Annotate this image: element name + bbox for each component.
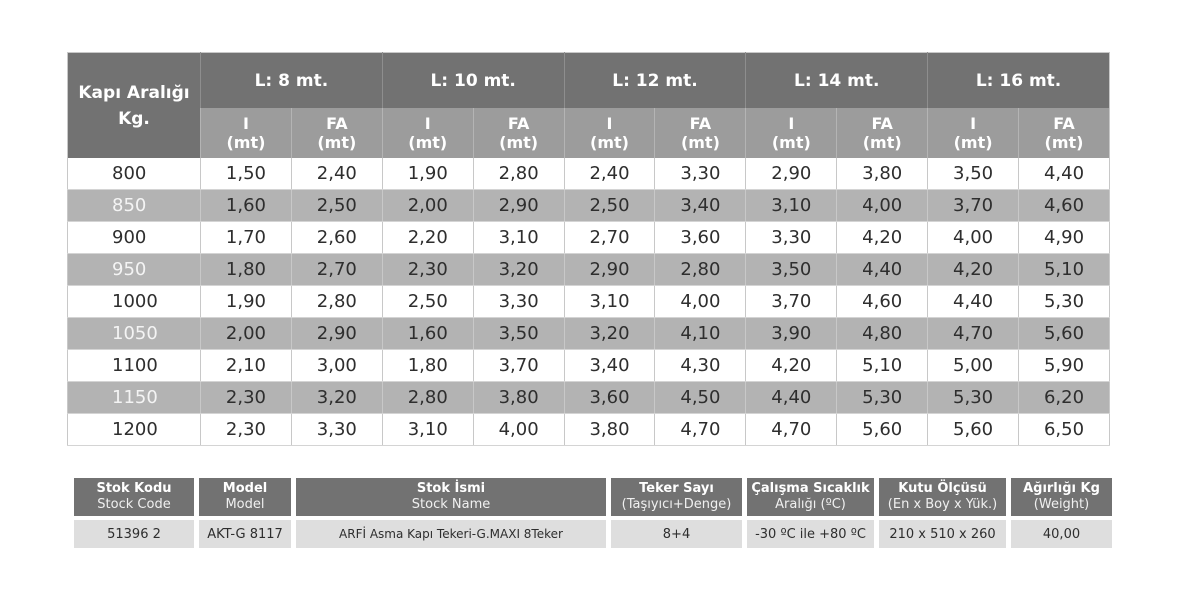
capacity-kg-cell: 800 xyxy=(68,158,201,190)
capacity-kg-cell: 850 xyxy=(68,190,201,222)
i-value-cell: 3,70 xyxy=(746,286,837,318)
i-value-cell: 1,70 xyxy=(201,222,292,254)
i-value-cell: 2,00 xyxy=(201,318,292,350)
fa-value-cell: 5,30 xyxy=(837,382,928,414)
i-value-cell: 2,90 xyxy=(564,254,655,286)
i-value-cell: 1,80 xyxy=(382,350,473,382)
i-value-cell: 3,10 xyxy=(564,286,655,318)
sub-header-i: I (mt) xyxy=(201,108,292,158)
capacity-kg-cell: 950 xyxy=(68,254,201,286)
i-value-cell: 5,30 xyxy=(928,382,1019,414)
fa-value-cell: 3,20 xyxy=(473,254,564,286)
fa-value-cell: 4,20 xyxy=(837,222,928,254)
i-value-cell: 1,80 xyxy=(201,254,292,286)
fa-value-cell: 2,80 xyxy=(291,286,382,318)
group-header-l16: L: 16 mt. xyxy=(928,53,1110,109)
i-value-cell: 3,90 xyxy=(746,318,837,350)
stock-name-header: Stok İsmi Stock Name xyxy=(296,478,606,516)
i-value-cell: 1,50 xyxy=(201,158,292,190)
i-value-cell: 3,40 xyxy=(564,350,655,382)
sub-header-fa: FA (mt) xyxy=(837,108,928,158)
wheel-count-header: Teker Sayı (Taşıyıcı+Denge) xyxy=(611,478,742,516)
table-row xyxy=(68,318,1110,350)
capacity-kg-cell: 1100 xyxy=(68,350,201,382)
i-value-cell: 3,20 xyxy=(564,318,655,350)
fa-value-cell: 3,80 xyxy=(473,382,564,414)
load-capacity-table xyxy=(67,52,1110,446)
i-value-cell: 4,70 xyxy=(928,318,1019,350)
fa-value-cell: 3,50 xyxy=(473,318,564,350)
fa-value-cell: 3,70 xyxy=(473,350,564,382)
fa-value-cell: 2,80 xyxy=(655,254,746,286)
i-value-cell: 3,10 xyxy=(746,190,837,222)
table-row xyxy=(68,350,1110,382)
weight-value: 40,00 xyxy=(1011,516,1112,548)
i-value-cell: 4,40 xyxy=(928,286,1019,318)
table-row xyxy=(68,414,1110,446)
fa-value-cell: 3,30 xyxy=(473,286,564,318)
fa-value-cell: 4,50 xyxy=(655,382,746,414)
table-row xyxy=(68,190,1110,222)
stock-code-header: Stok Kodu Stock Code xyxy=(74,478,194,516)
i-value-cell: 4,20 xyxy=(746,350,837,382)
temperature-range-value: -30 ºC ile +80 ºC xyxy=(747,516,874,548)
capacity-kg-cell: 1200 xyxy=(68,414,201,446)
fa-value-cell: 2,70 xyxy=(291,254,382,286)
model-value: AKT-G 8117 xyxy=(199,516,291,548)
table-row xyxy=(68,254,1110,286)
sub-header-i: I (mt) xyxy=(928,108,1019,158)
box-size-value: 210 x 510 x 260 xyxy=(879,516,1006,548)
i-value-cell: 1,60 xyxy=(382,318,473,350)
temperature-range-header: Çalışma Sıcaklık Aralığı (ºC) xyxy=(747,478,874,516)
stock-info-table xyxy=(69,478,1117,548)
group-header-l10: L: 10 mt. xyxy=(382,53,564,109)
group-header-l12: L: 12 mt. xyxy=(564,53,746,109)
i-value-cell: 3,70 xyxy=(928,190,1019,222)
sub-header-i: I (mt) xyxy=(746,108,837,158)
fa-value-cell: 4,60 xyxy=(837,286,928,318)
model-header: Model Model xyxy=(199,478,291,516)
stock-name-value: ARFİ Asma Kapı Tekeri-G.MAXI 8Teker xyxy=(296,516,606,548)
group-header-l14: L: 14 mt. xyxy=(746,53,928,109)
sub-header-i: I (mt) xyxy=(564,108,655,158)
i-value-cell: 2,80 xyxy=(382,382,473,414)
weight-header: Ağırlığı Kg (Weight) xyxy=(1011,478,1112,516)
i-value-cell: 5,00 xyxy=(928,350,1019,382)
i-value-cell: 3,50 xyxy=(928,158,1019,190)
i-value-cell: 5,60 xyxy=(928,414,1019,446)
fa-value-cell: 4,70 xyxy=(655,414,746,446)
fa-value-cell: 4,10 xyxy=(655,318,746,350)
i-value-cell: 2,30 xyxy=(201,414,292,446)
fa-value-cell: 5,90 xyxy=(1019,350,1110,382)
i-value-cell: 2,20 xyxy=(382,222,473,254)
stock-header-row xyxy=(74,478,1112,516)
fa-value-cell: 5,60 xyxy=(837,414,928,446)
fa-value-cell: 3,60 xyxy=(655,222,746,254)
i-value-cell: 2,70 xyxy=(564,222,655,254)
i-value-cell: 3,60 xyxy=(564,382,655,414)
fa-value-cell: 2,50 xyxy=(291,190,382,222)
i-value-cell: 1,90 xyxy=(382,158,473,190)
fa-value-cell: 2,80 xyxy=(473,158,564,190)
fa-value-cell: 6,20 xyxy=(1019,382,1110,414)
i-value-cell: 3,80 xyxy=(564,414,655,446)
group-header-row xyxy=(68,53,1110,109)
fa-value-cell: 3,80 xyxy=(837,158,928,190)
i-value-cell: 1,90 xyxy=(201,286,292,318)
box-size-header: Kutu Ölçüsü (En x Boy x Yük.) xyxy=(879,478,1006,516)
fa-value-cell: 4,30 xyxy=(655,350,746,382)
corner-header xyxy=(68,53,201,159)
fa-value-cell: 5,30 xyxy=(1019,286,1110,318)
fa-value-cell: 2,90 xyxy=(291,318,382,350)
group-header-l8: L: 8 mt. xyxy=(201,53,383,109)
fa-value-cell: 3,00 xyxy=(291,350,382,382)
fa-value-cell: 5,60 xyxy=(1019,318,1110,350)
i-value-cell: 2,50 xyxy=(382,286,473,318)
table-row xyxy=(68,286,1110,318)
stock-data-row xyxy=(74,516,1112,548)
fa-value-cell: 5,10 xyxy=(1019,254,1110,286)
i-value-cell: 3,50 xyxy=(746,254,837,286)
capacity-kg-cell: 1150 xyxy=(68,382,201,414)
sub-header-fa: FA (mt) xyxy=(291,108,382,158)
stock-code-value: 51396 2 xyxy=(74,516,194,548)
i-value-cell: 1,60 xyxy=(201,190,292,222)
i-value-cell: 2,90 xyxy=(746,158,837,190)
fa-value-cell: 4,00 xyxy=(837,190,928,222)
fa-value-cell: 3,10 xyxy=(473,222,564,254)
table-row xyxy=(68,158,1110,190)
corner-label-line1: Kapı Aralığı xyxy=(78,82,190,103)
i-value-cell: 3,10 xyxy=(382,414,473,446)
i-value-cell: 4,20 xyxy=(928,254,1019,286)
fa-value-cell: 4,00 xyxy=(655,286,746,318)
i-value-cell: 4,40 xyxy=(746,382,837,414)
fa-value-cell: 4,60 xyxy=(1019,190,1110,222)
fa-value-cell: 2,90 xyxy=(473,190,564,222)
i-value-cell: 2,30 xyxy=(201,382,292,414)
i-value-cell: 2,50 xyxy=(564,190,655,222)
table-row xyxy=(68,222,1110,254)
fa-value-cell: 3,40 xyxy=(655,190,746,222)
fa-value-cell: 3,20 xyxy=(291,382,382,414)
sub-header-i: I (mt) xyxy=(382,108,473,158)
i-value-cell: 2,00 xyxy=(382,190,473,222)
load-table-body xyxy=(68,158,1110,446)
capacity-kg-cell: 1000 xyxy=(68,286,201,318)
sub-header-fa: FA (mt) xyxy=(473,108,564,158)
sub-header-row xyxy=(68,108,1110,158)
i-value-cell: 2,40 xyxy=(564,158,655,190)
corner-label-line2: Kg. xyxy=(118,108,150,129)
sub-header-fa: FA (mt) xyxy=(655,108,746,158)
fa-value-cell: 4,40 xyxy=(1019,158,1110,190)
fa-value-cell: 3,30 xyxy=(655,158,746,190)
fa-value-cell: 4,80 xyxy=(837,318,928,350)
i-value-cell: 2,10 xyxy=(201,350,292,382)
i-value-cell: 3,30 xyxy=(746,222,837,254)
i-value-cell: 4,00 xyxy=(928,222,1019,254)
table-row xyxy=(68,382,1110,414)
sub-header-fa: FA (mt) xyxy=(1019,108,1110,158)
i-value-cell: 2,30 xyxy=(382,254,473,286)
fa-value-cell: 4,40 xyxy=(837,254,928,286)
fa-value-cell: 6,50 xyxy=(1019,414,1110,446)
fa-value-cell: 2,40 xyxy=(291,158,382,190)
i-value-cell: 4,70 xyxy=(746,414,837,446)
fa-value-cell: 5,10 xyxy=(837,350,928,382)
capacity-kg-cell: 900 xyxy=(68,222,201,254)
fa-value-cell: 3,30 xyxy=(291,414,382,446)
wheel-count-value: 8+4 xyxy=(611,516,742,548)
capacity-kg-cell: 1050 xyxy=(68,318,201,350)
fa-value-cell: 4,90 xyxy=(1019,222,1110,254)
fa-value-cell: 2,60 xyxy=(291,222,382,254)
fa-value-cell: 4,00 xyxy=(473,414,564,446)
